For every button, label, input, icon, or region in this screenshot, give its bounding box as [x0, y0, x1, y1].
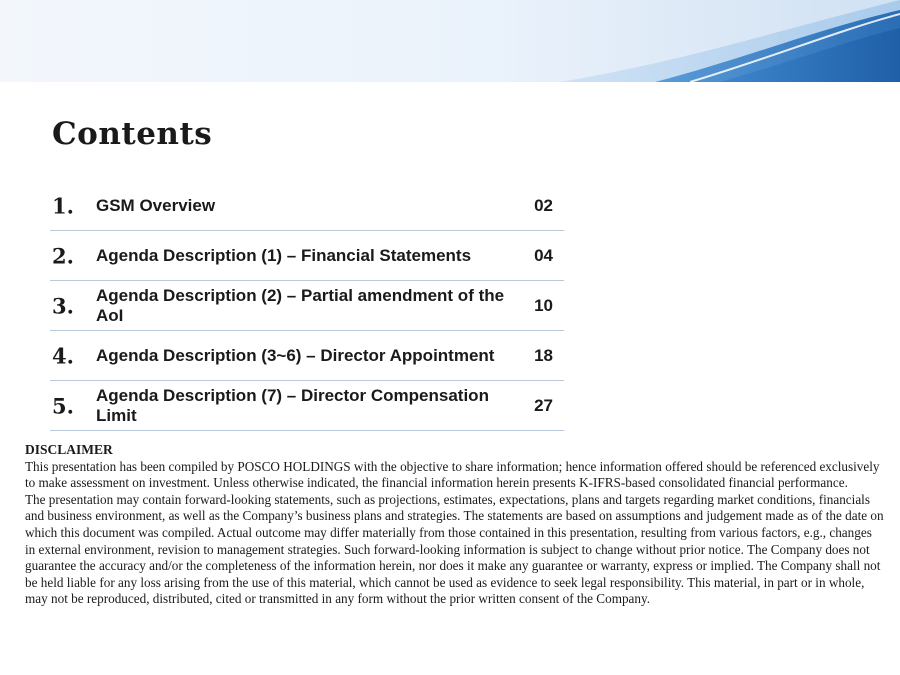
toc-label: Agenda Description (7) – Director Compensation Limit: [96, 385, 489, 425]
toc-number: 5.: [52, 393, 74, 418]
toc-label: Agenda Description (3~6) – Director Appointment: [96, 345, 495, 365]
page-title: Contents: [52, 116, 213, 152]
toc-page-number: 10: [534, 295, 553, 315]
disclaimer-paragraph: This presentation has been compiled by POSCO HOLDINGS with the objective to share information; hence information offered should be referenced exclusively to make assessment on investment. Unless otherwise indicated, the financial information herein presents K-IFRS-based consolidated financial performance.: [25, 458, 880, 491]
disclaimer-heading: DISCLAIMER: [25, 442, 113, 457]
toc-number: 1.: [52, 193, 74, 218]
toc-page-number: 04: [534, 245, 553, 265]
toc-page-number: 18: [534, 345, 553, 365]
disclaimer-block: [25, 442, 885, 608]
toc-row[interactable]: [50, 381, 564, 431]
toc-number: 3.: [52, 293, 74, 318]
toc-row[interactable]: [50, 181, 564, 231]
toc-row[interactable]: [50, 331, 564, 381]
toc-label: Agenda Description (1) – Financial Statements: [96, 245, 472, 265]
toc-number: 2.: [52, 243, 74, 268]
toc-row[interactable]: [50, 231, 564, 281]
toc-row[interactable]: [50, 281, 564, 331]
toc-label: GSM Overview: [96, 195, 216, 215]
disclaimer-paragraph: The presentation may contain forward-looking statements, such as projections, estimates, expectations, plans and targets regarding market conditions, financials and business environment, as well as the Company’s business plans and strategies. The statements are based on assumptions and judgement made as of the date on which this document was compiled. Actual outcome may differ materially from those contained in this presentation, resulting from various factors, e.g., changes in external environment, revision to management strategies. Such forward-looking information is subject to change without prior notice. The Company does not guarantee the accuracy and/or the completeness of the information herein, nor does it make any guarantee or warranty, express or implied. The Company shall not be held liable for any loss arising from the use of this material, which cannot be used as evidence to seek legal responsibility. This material, in part or in whole, may not be reproduced, distributed, cited or transmitted in any form without the prior written consent of the Company.: [25, 491, 884, 607]
toc-label: Agenda Description (2) – Partial amendment of the AoI: [96, 285, 505, 325]
table-of-contents: [50, 181, 564, 431]
toc-number: 4.: [52, 343, 74, 368]
header-swoosh-graphic: [0, 0, 900, 82]
toc-page-number: 02: [534, 195, 553, 215]
toc-page-number: 27: [534, 395, 553, 415]
